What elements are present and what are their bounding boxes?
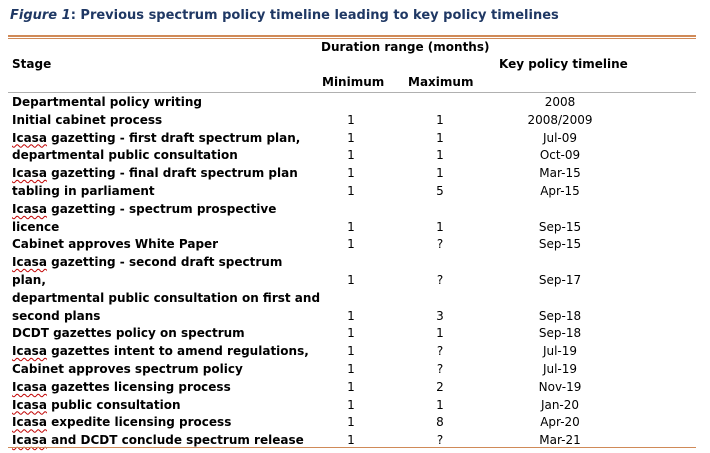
stage-cell: [12, 342, 309, 360]
stage-cell: [12, 413, 231, 431]
table-row: [0, 324, 710, 342]
figure-title: [10, 8, 559, 23]
maximum-cell: 1: [436, 130, 444, 145]
key-timeline-cell: Sep-18: [538, 308, 582, 323]
maximum-cell: 3: [436, 308, 444, 323]
key-timeline-cell: Oct-09: [539, 148, 581, 163]
stage-cell: [12, 146, 238, 164]
minimum-cell: 1: [347, 308, 355, 323]
key-timeline-cell: Sep-15: [538, 237, 582, 252]
key-timeline-cell: 2008/2009: [527, 112, 593, 127]
stage-cell: [12, 307, 100, 325]
stage-cell-prefix: Icasa: [12, 379, 47, 394]
stage-cell-text: and DCDT conclude spectrum release: [46, 433, 304, 448]
maximum-cell: 1: [436, 219, 444, 234]
maximum-cell: 8: [436, 415, 444, 430]
stage-cell: [12, 253, 282, 271]
stage-cell: [12, 271, 46, 289]
stage-cell: [12, 111, 162, 129]
minimum-cell: 1: [347, 112, 355, 127]
table-row: [0, 307, 710, 325]
table-row: [0, 271, 710, 289]
key-timeline-cell: 2008: [544, 95, 576, 109]
maximum-cell: ?: [436, 362, 444, 376]
table-row: [0, 129, 710, 147]
stage-cell-text: gazetting - second draft spectrum: [46, 255, 283, 270]
maximum-cell: ?: [436, 273, 444, 287]
stage-cell-text: gazettes intent to amend regulations,: [46, 344, 309, 359]
stage-cell-prefix: Icasa: [12, 433, 47, 448]
header-duration-range: Duration range (months): [321, 40, 490, 54]
stage-cell-prefix: Icasa: [12, 415, 47, 430]
stage-cell: [12, 289, 320, 307]
header-maximum: Maximum: [408, 75, 474, 89]
table-row: [0, 289, 710, 307]
header-stage: Stage: [12, 57, 52, 71]
key-timeline-cell: Sep-17: [538, 273, 582, 287]
maximum-cell: 1: [436, 326, 444, 341]
maximum-cell: ?: [436, 344, 444, 359]
minimum-cell: 1: [347, 326, 355, 341]
minimum-cell: 1: [347, 433, 355, 448]
minimum-cell: 1: [347, 130, 355, 145]
table-row: [0, 396, 710, 414]
key-timeline-cell: Apr-20: [540, 415, 580, 430]
stage-cell-text: Departmental policy writing: [12, 95, 203, 109]
stage-cell-prefix: Icasa: [12, 201, 47, 216]
minimum-cell: 1: [347, 273, 355, 287]
maximum-cell: ?: [436, 237, 444, 252]
maximum-cell: 5: [436, 184, 444, 198]
minimum-cell: 1: [347, 379, 355, 394]
key-timeline-cell: Apr-15: [540, 184, 580, 198]
minimum-cell: 1: [347, 415, 355, 430]
stage-cell-text: tabling in parliament: [12, 184, 155, 198]
header-minimum: Minimum: [322, 75, 385, 89]
top-rule-thin: [8, 38, 696, 39]
stage-cell-text: plan,: [12, 273, 46, 287]
stage-cell: [12, 235, 218, 253]
stage-cell-text: gazettes licensing process: [46, 379, 231, 394]
key-timeline-cell: Sep-18: [538, 326, 582, 341]
minimum-cell: 1: [347, 166, 355, 181]
stage-cell: [12, 182, 155, 200]
minimum-cell: 1: [347, 219, 355, 234]
figure-number: Figure 1: [10, 8, 71, 23]
stage-cell-text: departmental public consultation: [12, 148, 238, 163]
stage-cell-text: second plans: [12, 308, 101, 323]
stage-cell-prefix: Icasa: [12, 255, 47, 270]
figure-caption: : Previous spectrum policy timeline leading to key policy timelines: [70, 8, 559, 23]
table-row: [0, 93, 710, 111]
stage-cell: [12, 218, 59, 236]
stage-cell-text: expedite licensing process: [46, 415, 232, 430]
table-row: [0, 378, 710, 396]
stage-cell-text: licence: [12, 219, 60, 234]
key-timeline-cell: Jan-20: [540, 397, 580, 412]
top-rule: [8, 35, 696, 37]
stage-cell-prefix: Icasa: [12, 397, 47, 412]
table-row: [0, 146, 710, 164]
key-timeline-cell: Mar-15: [539, 166, 581, 181]
stage-cell-text: gazetting - spectrum prospective: [46, 201, 277, 216]
maximum-cell: 1: [436, 166, 444, 181]
stage-cell: [12, 324, 245, 342]
stage-cell: [12, 360, 243, 378]
stage-cell: [12, 378, 231, 396]
bottom-rule: [8, 447, 696, 448]
key-timeline-cell: Jul-09: [542, 130, 578, 145]
stage-cell-text: gazetting - final draft spectrum plan: [46, 166, 298, 181]
table-row: [0, 235, 710, 253]
stage-cell: [12, 93, 202, 111]
key-timeline-cell: Jul-19: [542, 344, 578, 359]
table-row: [0, 182, 710, 200]
maximum-cell: 1: [436, 112, 444, 127]
stage-cell: [12, 164, 298, 182]
table-row: [0, 200, 710, 218]
table-row: [0, 164, 710, 182]
stage-cell-prefix: Icasa: [12, 130, 47, 145]
maximum-cell: 2: [436, 379, 444, 394]
minimum-cell: 1: [347, 397, 355, 412]
stage-cell-text: Cabinet approves White Paper: [12, 237, 219, 252]
maximum-cell: 1: [436, 397, 444, 412]
stage-cell-text: departmental public consultation on first and: [12, 290, 321, 305]
table-row: [0, 360, 710, 378]
minimum-cell: 1: [347, 237, 355, 252]
header-key-timeline: Key policy timeline: [499, 57, 628, 71]
stage-cell-text: Cabinet approves spectrum policy: [12, 362, 243, 376]
stage-cell-text: gazetting - first draft spectrum plan,: [46, 130, 301, 145]
stage-cell: [12, 200, 276, 218]
stage-cell-prefix: Icasa: [12, 344, 47, 359]
table-row: [0, 253, 710, 271]
table-row: [0, 413, 710, 431]
key-timeline-cell: Mar-21: [539, 433, 581, 448]
table-row: [0, 111, 710, 129]
maximum-cell: 1: [436, 148, 444, 163]
key-timeline-cell: Nov-19: [538, 379, 582, 394]
minimum-cell: 1: [347, 148, 355, 163]
table-row: [0, 218, 710, 236]
minimum-cell: 1: [347, 184, 355, 198]
stage-cell-prefix: Icasa: [12, 166, 47, 181]
key-timeline-cell: Sep-15: [538, 219, 582, 234]
key-timeline-cell: Jul-19: [542, 362, 578, 376]
stage-cell-text: Initial cabinet process: [12, 112, 163, 127]
stage-cell: [12, 396, 181, 414]
minimum-cell: 1: [347, 344, 355, 359]
minimum-cell: 1: [347, 362, 355, 376]
maximum-cell: ?: [436, 433, 444, 448]
stage-cell-text: DCDT gazettes policy on spectrum: [12, 326, 245, 341]
stage-cell: [12, 129, 300, 147]
table-row: [0, 342, 710, 360]
stage-cell-text: public consultation: [46, 397, 181, 412]
